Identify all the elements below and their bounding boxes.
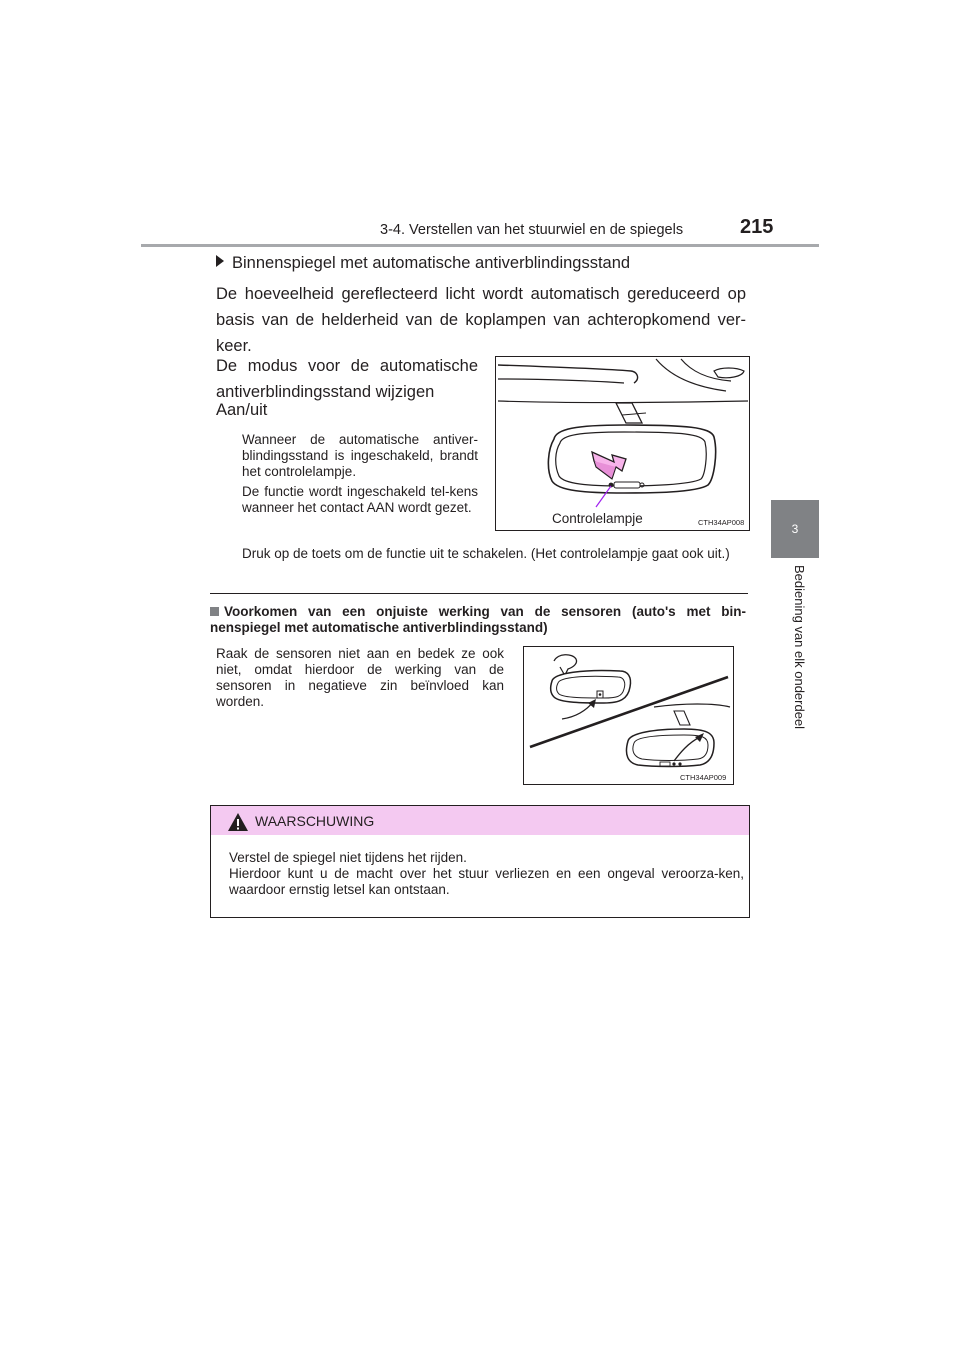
figure1-code: CTH34AP008 bbox=[698, 518, 745, 527]
mirror-indicator-figure bbox=[495, 356, 750, 531]
triangle-bullet-icon bbox=[216, 255, 224, 267]
sensor-paragraph: Raak de sensoren niet aan en bedek ze ook niet, omdat hierdoor de werking van de sensoren in negatieve zin beïnvloed kan worden. bbox=[216, 646, 504, 709]
mode-title: De modus voor de automatische antiverblindingsstand wijzigen bbox=[216, 357, 478, 401]
square-bullet-icon bbox=[210, 607, 219, 616]
header-divider bbox=[141, 244, 819, 247]
note-switch-off: Druk op de toets om de functie uit te schakelen. (Het controlelampje gaat ook uit.) bbox=[242, 546, 730, 561]
note-indicator-on: Wanneer de automatische antiver-blindingsstand is ingeschakeld, brandt het controlelampje. bbox=[242, 432, 478, 479]
chapter-tab: 3 bbox=[771, 500, 819, 558]
section-title: 3-4. Verstellen van het stuurwiel en de spiegels bbox=[380, 222, 684, 238]
sensor-section-title: Voorkomen van een onjuiste werking van de sensoren (auto's met bin-nenspiegel met automatische antiverblindingsstand) bbox=[210, 604, 746, 635]
chapter-title: Bediening van elk onderdeel bbox=[792, 565, 807, 730]
section-divider bbox=[210, 593, 748, 594]
warning-triangle-icon bbox=[227, 812, 249, 832]
figure1-callout: Controlelampje bbox=[552, 511, 643, 526]
auto-dimming-mirror-illustration bbox=[496, 357, 749, 530]
sensor-location-figure bbox=[523, 646, 734, 785]
sensor-mirror-illustration bbox=[524, 647, 733, 784]
figure2-code: CTH34AP009 bbox=[680, 773, 727, 782]
warning-box bbox=[210, 805, 750, 918]
intro-paragraph: De hoeveelheid gereflecteerd licht wordt automatisch gereduceerd op basis van de helderheid van de koplampen van achteropkomend ver-keer. bbox=[216, 285, 746, 355]
warning-body bbox=[229, 850, 744, 898]
warning-header bbox=[211, 806, 749, 835]
page-number: 215 bbox=[740, 216, 774, 238]
subheading: Binnenspiegel met automatische antiverblindingsstand bbox=[216, 254, 630, 273]
warning-line-1: Verstel de spiegel niet tijdens het rijden. bbox=[229, 850, 467, 865]
note-ignition-on: De functie wordt ingeschakeld tel-kens wanneer het contact AAN wordt gezet. bbox=[242, 484, 478, 515]
on-off-label: Aan/uit bbox=[216, 401, 268, 419]
warning-title: WAARSCHUWING bbox=[255, 813, 375, 829]
warning-line-2: Hierdoor kunt u de macht over het stuur verliezen en een ongeval veroorza-ken, waardoor ernstig letsel kan ontstaan. bbox=[229, 866, 744, 897]
